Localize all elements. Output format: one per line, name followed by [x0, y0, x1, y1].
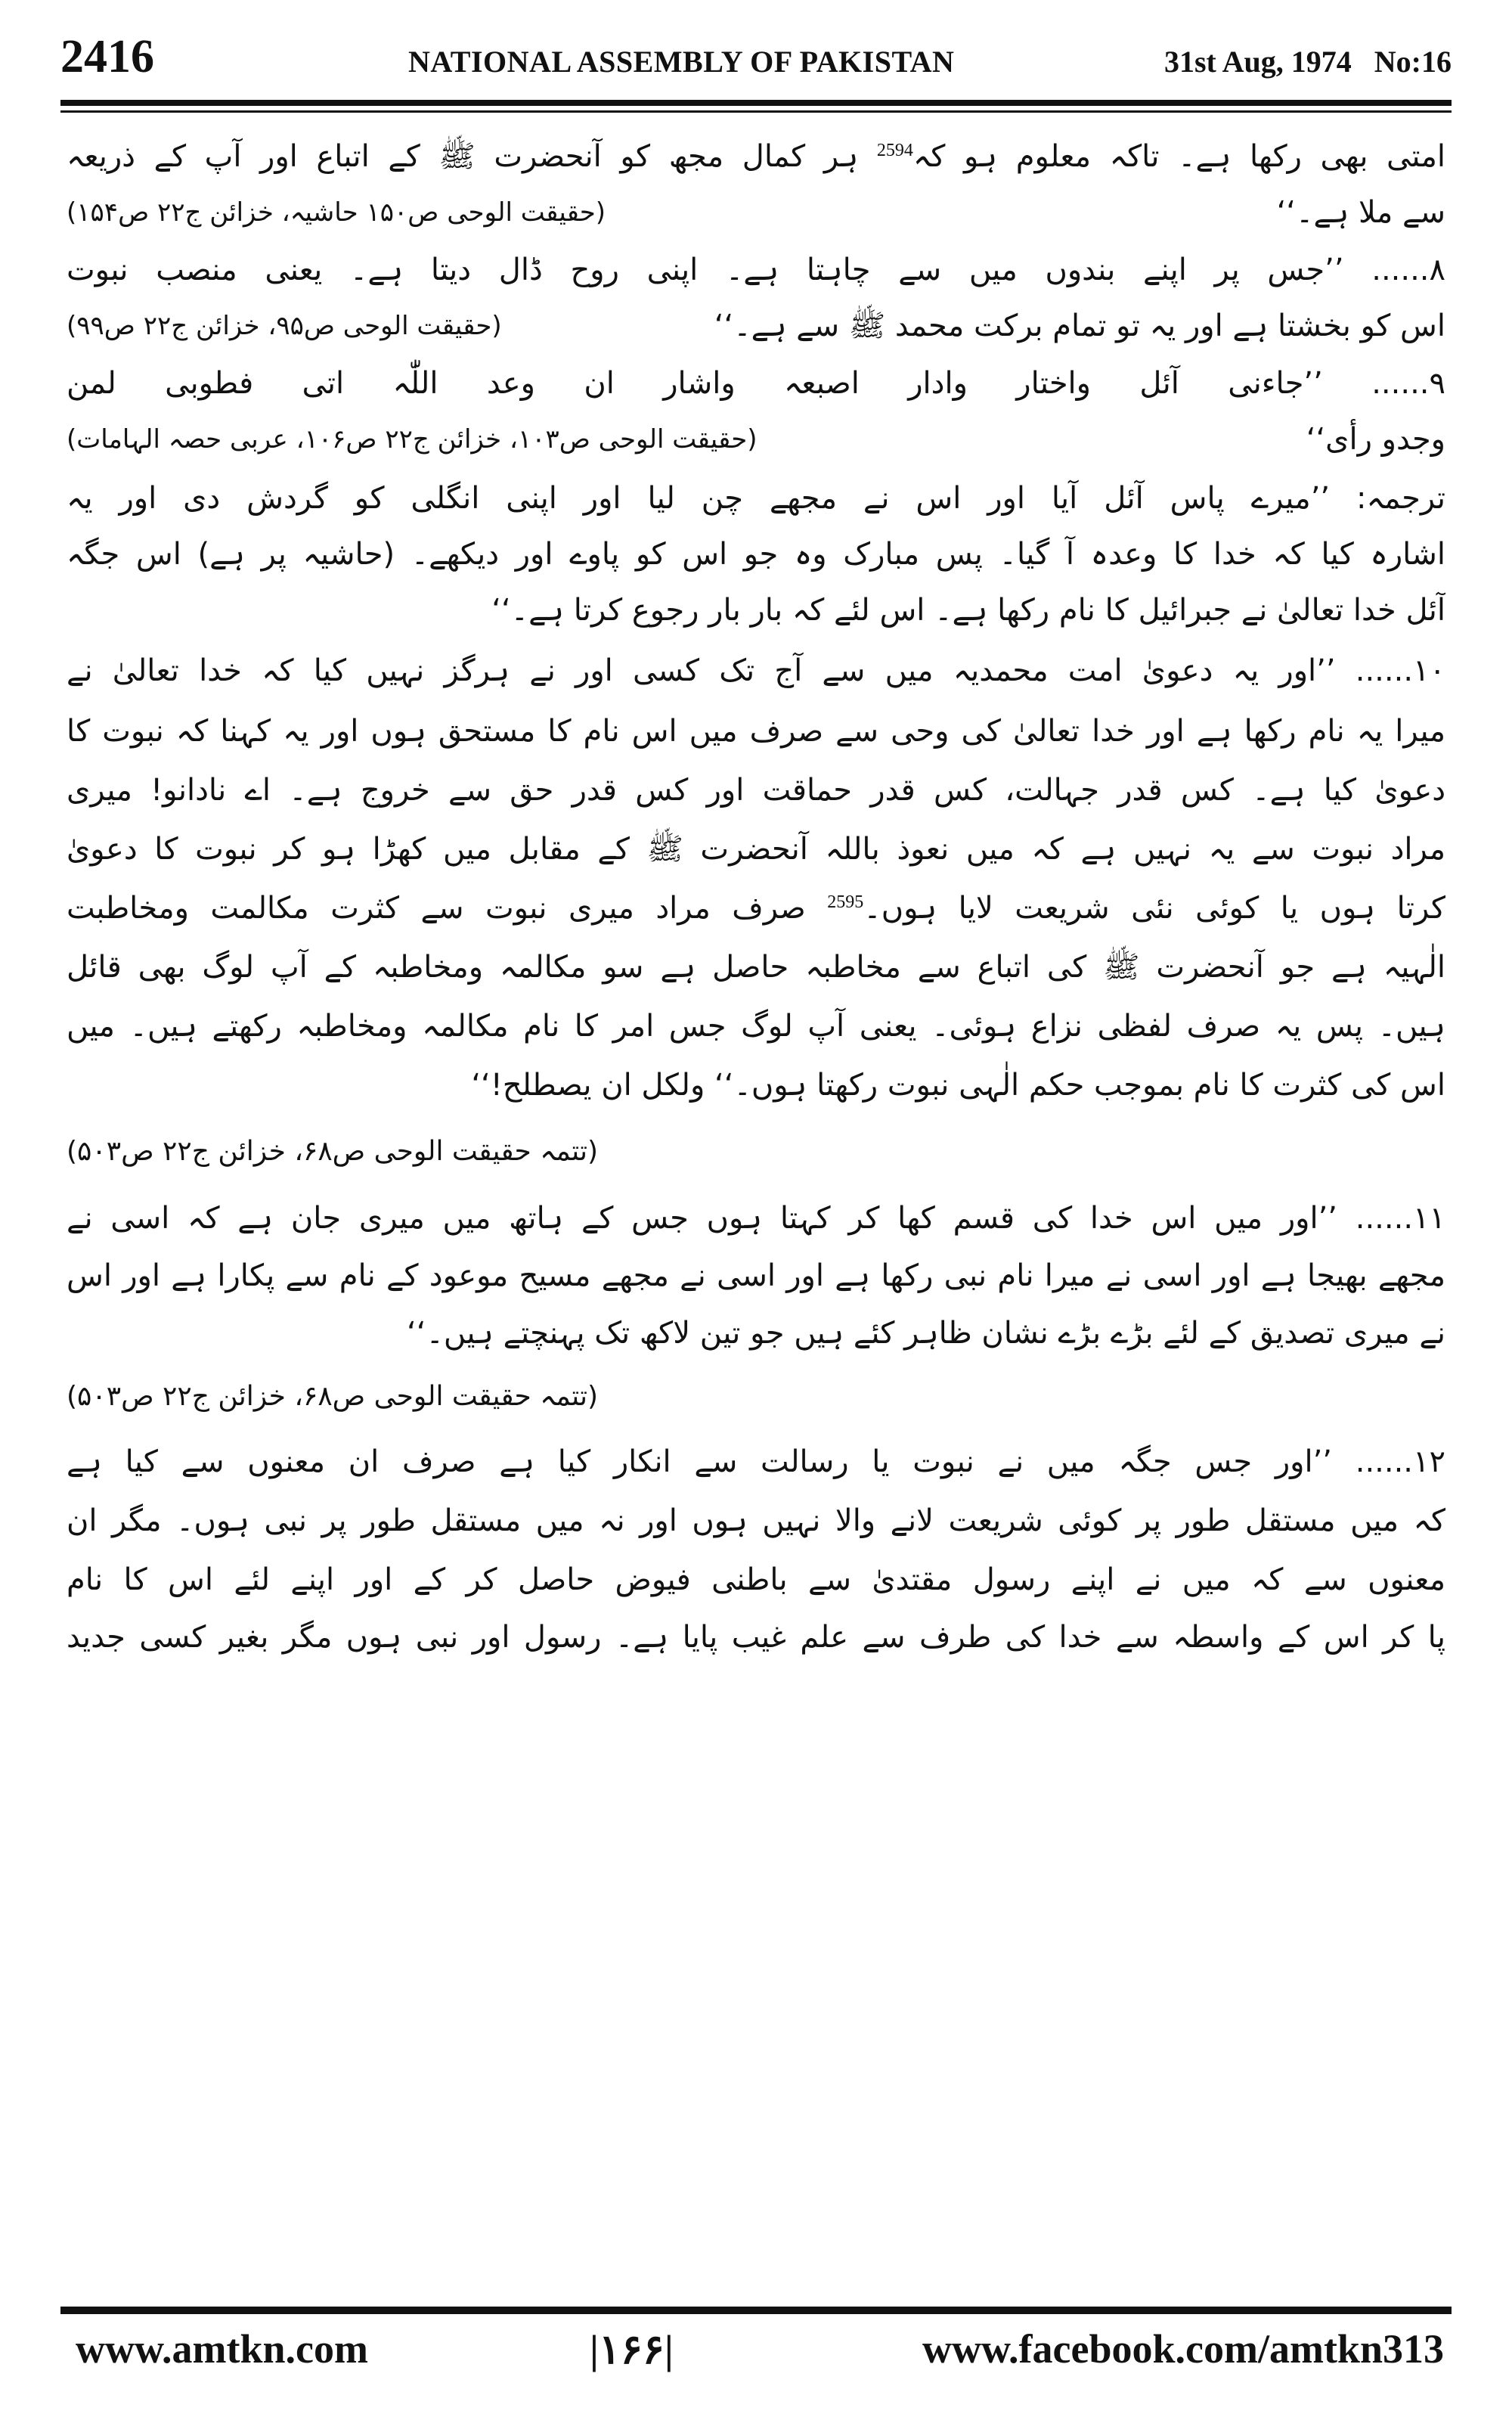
text-line: اس کو بخشتا ہے اور یہ تو تمام برکت محمد ﷺ سے ہے۔‘‘ (حقیقت الوحی ص۹۵، خزائن ج۲۲ ص۹۹): [67, 298, 1445, 354]
text-line: ترجمہ: ’’میرے پاس آئل آیا اور اس نے مجھے چن لیا اور اپنی انگلی کو گردش دی اور یہ: [67, 481, 1445, 516]
footer-page-number: |۱۶۶|: [590, 2327, 674, 2372]
footer-site-link[interactable]: www.amtkn.com: [76, 2326, 368, 2372]
header-rule: [60, 100, 1452, 106]
header-title: NATIONAL ASSEMBLY OF PAKISTAN: [408, 45, 955, 79]
text-line: الٰہیہ ہے جو آنحضرت ﷺ کی اتباع سے مخاطبہ حاصل ہے سو مکالمہ ومخاطبہ کے آپ لوگ بھی قائل: [67, 950, 1445, 985]
page-header: [60, 30, 1452, 100]
header-date: 31st Aug, 1974: [1163, 45, 1352, 79]
citation-line: (تتمہ حقیقت الوحی ص۶۸، خزائن ج۲۲ ص۵۰۳): [67, 1381, 599, 1412]
text-line: ۹...... ’’جاءنی آئل واختار وادار اصبعہ واشار ان وعد اللّٰہ اتی فطوبی لمن: [67, 366, 1445, 401]
text-line: کرتا ہوں یا کوئی نئی شریعت لایا ہوں۔$^{2595}$ صرف مراد میری نبوت سے کثرت مکالمت ومخاطبت: [67, 891, 1445, 926]
text-line: پا کر اس کے واسطہ سے خدا کی طرف سے علم غیب پایا ہے۔ رسول اور نبی ہوں مگر بغیر کسی جدید: [67, 1620, 1445, 1655]
text-line: ۱۱...... ’’اور میں اس خدا کی قسم کھا کر کہتا ہوں جس کے ہاتھ میں میری جان ہے کہ اسی نے: [67, 1201, 1445, 1236]
header-number: No:16: [1374, 45, 1452, 79]
page-footer: [60, 2325, 1452, 2386]
text-line: امتی بھی رکھا ہے۔ تاکہ معلوم ہو کہ$^{2594}$ ہر کمال مجھ کو آنحضرت ﷺ کے اتباع اور آپ کے ذریعہ: [67, 139, 1445, 174]
footnote-marker: 2594: [876, 141, 913, 160]
text-line: ۱۲...... ’’اور جس جگہ میں نے نبوت یا رسالت سے انکار کیا ہے صرف ان معنوں سے کیا ہے: [67, 1444, 1445, 1479]
footer-facebook-link[interactable]: www.facebook.com/amtkn313: [922, 2326, 1444, 2372]
text-line: مجھے بھیجا ہے اور اسی نے میرا نام نبی رکھا ہے اور اسی نے مجھے مسیح موعود کے نام سے پکارا ہے اور اس: [67, 1258, 1445, 1293]
citation: (حقیقت الوحی ص۹۵، خزائن ج۲۲ ص۹۹): [67, 311, 502, 341]
text-line: ہیں۔ پس یہ صرف لفظی نزاع ہوئی۔ یعنی آپ لوگ جس امر کا نام مکالمہ ومخاطبہ رکھتے ہیں۔ میں: [67, 1009, 1445, 1044]
text-line: اشارہ کیا کہ خدا کا وعدہ آ گیا۔ پس مبارک وہ جو اس کو پاوے اور دیکھے۔ (حاشیہ پر ہے) اس جگہ: [67, 537, 1445, 572]
footer-rule: [60, 2307, 1452, 2314]
text-line: معنوں سے کہ میں نے اپنے رسول مقتدیٰ سے باطنی فیوض حاصل کر کے اور اپنے لئے اس کا نام: [67, 1562, 1445, 1597]
citation: (حقیقت الوحی ص۱۵۰ حاشیہ، خزائن ج۲۲ ص۱۵۴): [67, 197, 606, 228]
text-line: آئل خدا تعالیٰ نے جبرائیل کا نام رکھا ہے۔ اس لئے کہ بار بار رجوع کرتا ہے۔‘‘: [491, 593, 1445, 628]
page-number: 2416: [60, 31, 154, 82]
text-line: میرا یہ نام رکھا ہے اور خدا تعالیٰ کی وحی سے صرف میں اس نام کا مستحق ہوں اور یہ کہنا کہ نبوت کا: [67, 714, 1445, 749]
text-line: دعویٰ کیا ہے۔ کس قدر جہالت، کس قدر حماقت اور کس قدر حق سے خروج ہے۔ اے نادانو! میری: [67, 773, 1445, 808]
text-line: سے ملا ہے۔‘‘ (حقیقت الوحی ص۱۵۰ حاشیہ، خزائن ج۲۲ ص۱۵۴): [67, 185, 1445, 240]
text-line: ۸...... ’’جس پر اپنے بندوں میں سے چاہتا ہے۔ اپنی روح ڈال دیتا ہے۔ یعنی منصب نبوت: [67, 253, 1445, 287]
page-body: [67, 129, 1445, 2299]
text-line: ۱۰...... ’’اور یہ دعویٰ امت محمدیہ میں سے آج تک کسی اور نے ہرگز نہیں کیا کہ خدا تعالیٰ نے: [67, 653, 1445, 688]
footnote-marker: 2595: [827, 892, 864, 912]
header-date-number: [1164, 44, 1452, 79]
text-line: اس کی کثرت کا نام بموجب حکم الٰہی نبوت رکھتا ہوں۔‘‘ ولکل ان یصطلح!‘‘: [471, 1068, 1445, 1103]
citation: (حقیقت الوحی ص۱۰۳، خزائن ج۲۲ ص۱۰۶، عربی حصہ الہامات): [67, 424, 758, 455]
header-rule-thin: [60, 110, 1452, 113]
text-line: نے میری تصدیق کے لئے بڑے بڑے نشان ظاہر کئے ہیں جو تین لاکھ تک پہنچتے ہیں۔‘‘: [407, 1316, 1445, 1351]
citation-line: (تتمہ حقیقت الوحی ص۶۸، خزائن ج۲۲ ص۵۰۳): [67, 1136, 599, 1167]
text-line: مراد نبوت سے یہ نہیں ہے کہ میں نعوذ باللہ آنحضرت ﷺ کے مقابل میں کھڑا ہو کر نبوت کا دعویٰ: [67, 832, 1445, 867]
text-line: کہ میں مستقل طور پر کوئی شریعت لانے والا نہیں ہوں اور نہ میں مستقل طور پر نبی ہوں۔ مگر ان: [67, 1503, 1445, 1538]
text-line: وجدو رأی‘‘ (حقیقت الوحی ص۱۰۳، خزائن ج۲۲ ص۱۰۶، عربی حصہ الہامات): [67, 411, 1445, 467]
